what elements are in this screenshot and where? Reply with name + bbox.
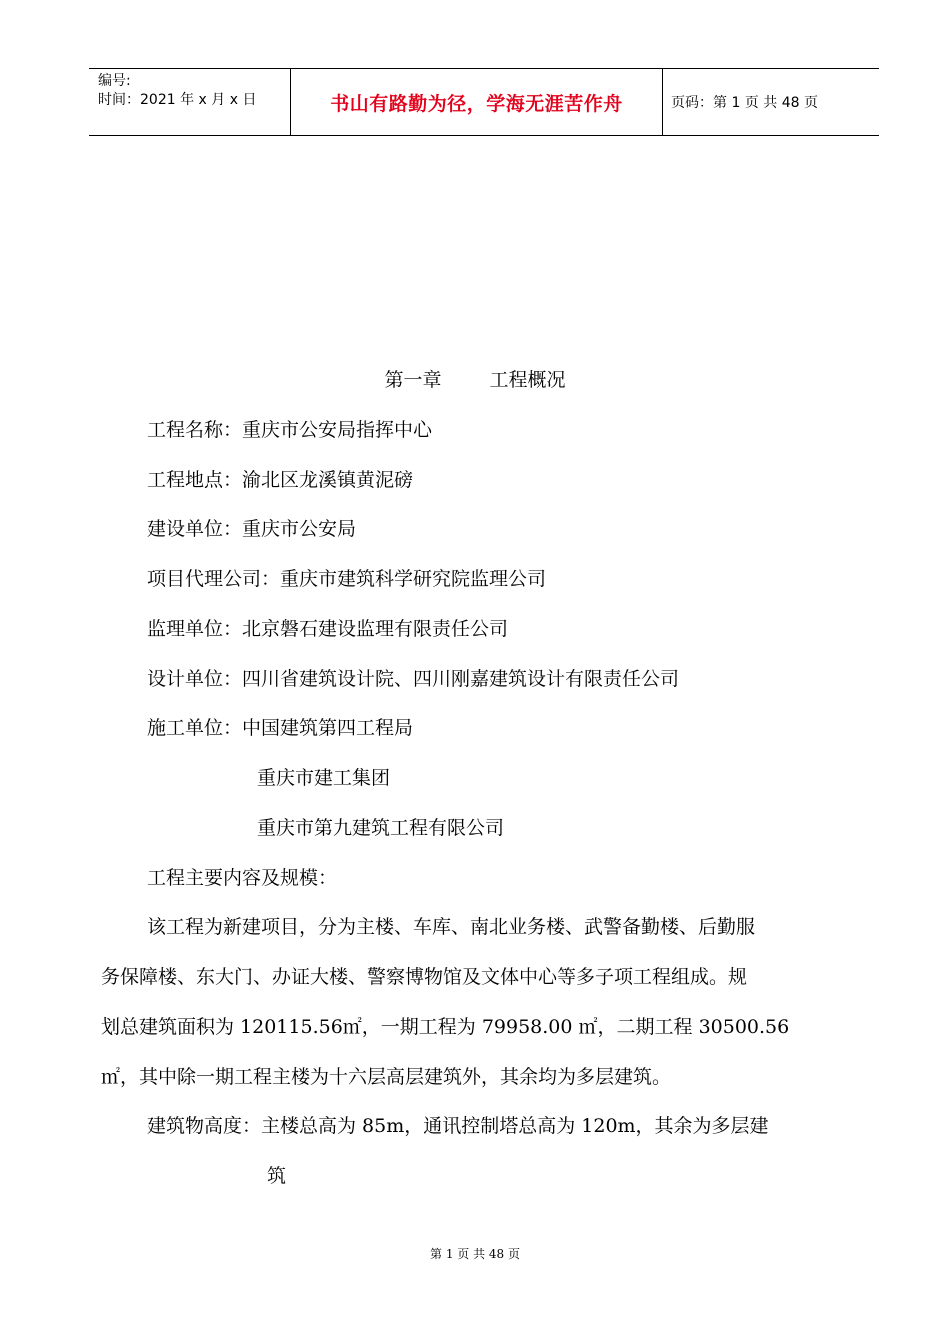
chapter-heading [0,366,950,394]
supervisor-line: 监理单位：北京磐石建设监理有限责任公司 [147,618,509,640]
contractor-line-2: 重庆市建工集团 [257,767,391,789]
designer-line: 设计单位：四川省建筑设计院、四川刚嘉建筑设计有限责任公司 [147,668,680,690]
number-label: 编号: [98,73,131,89]
agent-line: 项目代理公司：重庆市建筑科学研究院监理公司 [147,568,547,590]
header-page-info: 页码：第 1 页 共 48 页 [671,95,818,111]
contractor-line-3: 重庆市第九建筑工程有限公司 [257,817,505,839]
chapter-title: 工程概况 [489,369,566,391]
time-label: 时间：2021 年 x 月 x 日 [98,92,257,108]
header-motto: 书山有路勤为径，学海无涯苦作舟 [290,69,663,135]
height-line-1: 建筑物高度：主楼总高为 85m，通讯控制塔总高为 120m，其余为多层建 [147,1115,769,1137]
page-header [89,68,879,136]
chapter-number: 第一章 [384,369,442,391]
page-footer: 第 1 页 共 48 页 [430,1247,520,1261]
scope-line-3: 划总建筑面积为 120115.56㎡，一期工程为 79958.00 ㎡，二期工程 30500.56 [101,1016,790,1038]
project-name-line: 工程名称：重庆市公安局指挥中心 [147,419,433,441]
scope-line-1: 该工程为新建项目，分为主楼、车库、南北业务楼、武警备勤楼、后勤服 [147,916,756,938]
scope-line-4: ㎡，其中除一期工程主楼为十六层高层建筑外，其余均为多层建筑。 [101,1066,672,1088]
scope-line-2: 务保障楼、东大门、办证大楼、警察博物馆及文体中心等多子项工程组成。规 [101,966,748,988]
scope-heading: 工程主要内容及规模： [147,867,338,889]
client-line: 建设单位：重庆市公安局 [147,518,357,540]
height-line-2: 筑 [267,1165,287,1187]
header-meta [89,69,290,135]
contractor-line-1: 施工单位：中国建筑第四工程局 [147,717,414,739]
project-location-line: 工程地点：渝北区龙溪镇黄泥磅 [147,469,414,491]
